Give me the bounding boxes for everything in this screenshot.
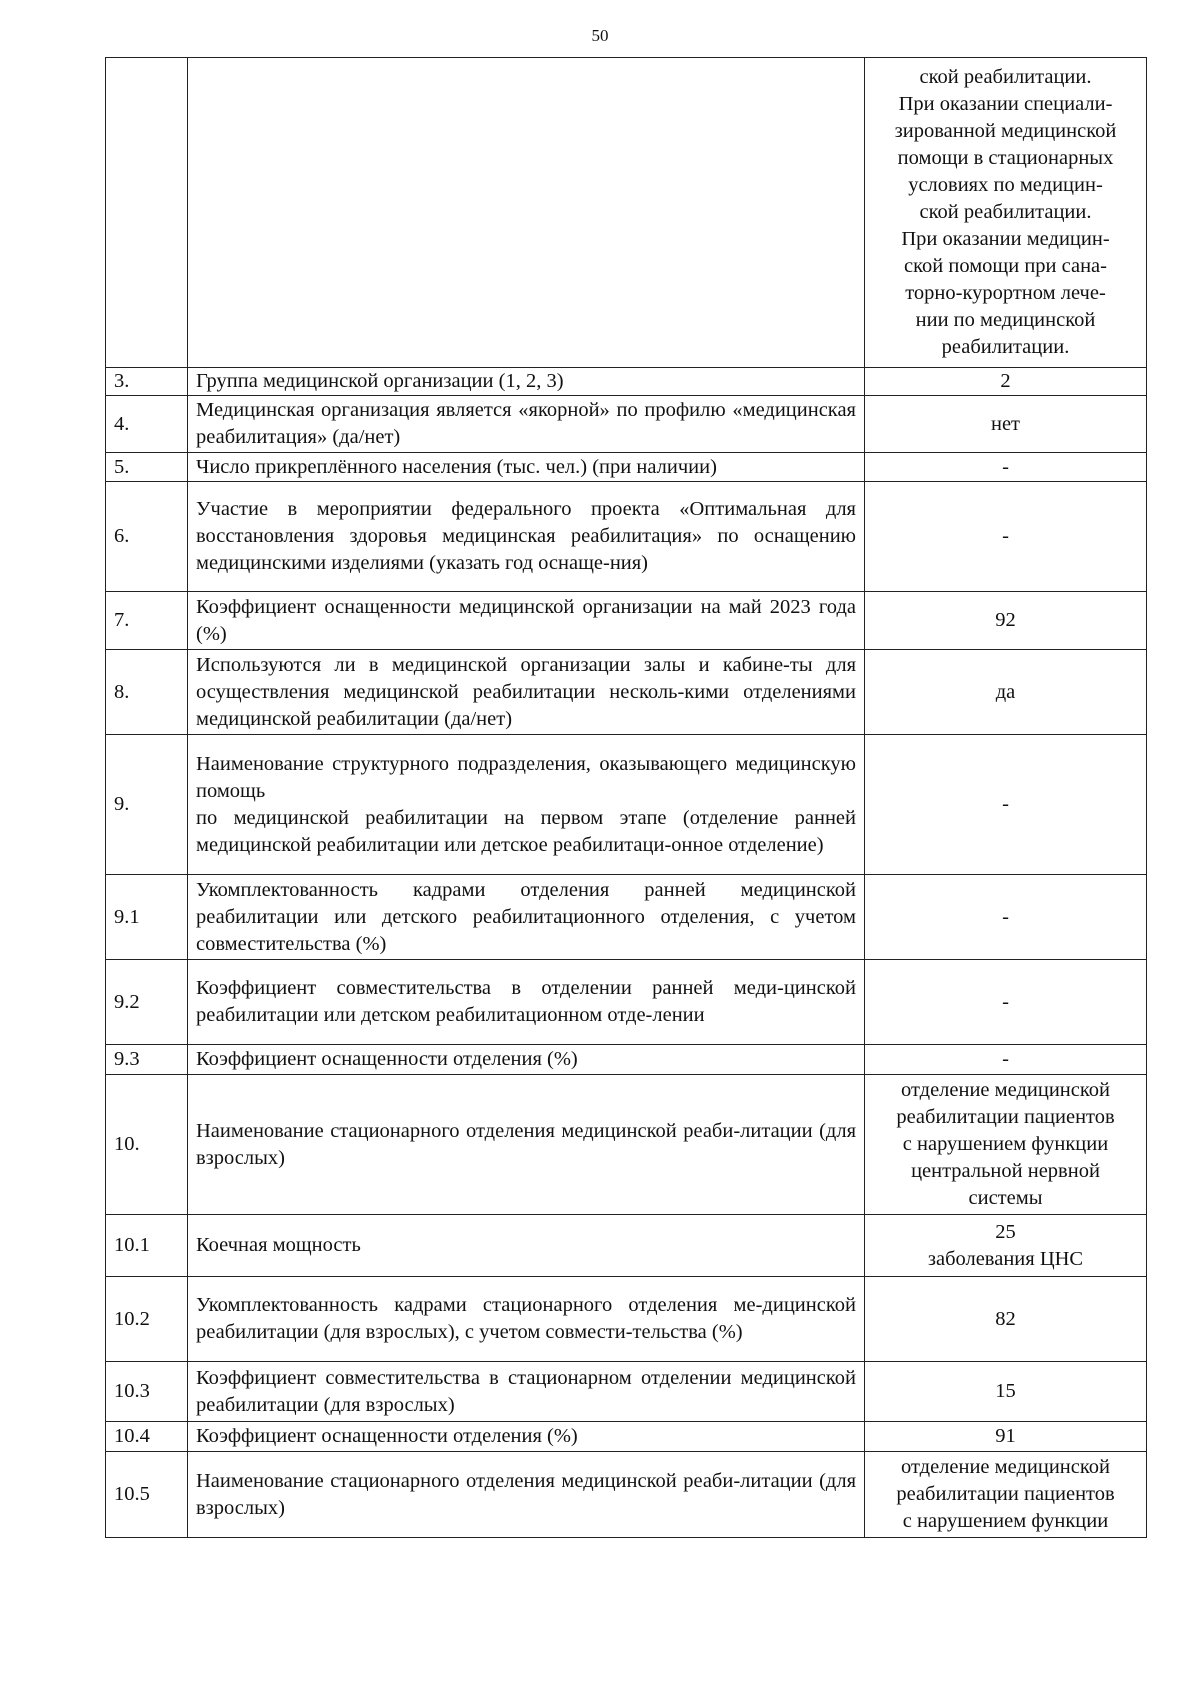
row-value: отделение медицинской реабилитации пациентов с нарушением функции	[865, 1452, 1147, 1538]
row-value: 82	[865, 1277, 1147, 1362]
table-row	[106, 1422, 1147, 1452]
row-number: 7.	[106, 592, 188, 650]
table-row	[106, 1045, 1147, 1075]
table-row	[106, 1277, 1147, 1362]
row-number: 9.	[106, 735, 188, 875]
table-row	[106, 368, 1147, 396]
row-number: 5.	[106, 453, 188, 482]
row-description: Коэффициент оснащенности отделения (%)	[188, 1045, 865, 1075]
row-value: нет	[865, 396, 1147, 453]
row-description: Коечная мощность	[188, 1215, 865, 1277]
row-value: отделение медицинской реабилитации пациентов с нарушением функции центральной нервной системы	[865, 1075, 1147, 1215]
row-value: ской реабилитации. При оказании специали- зированной медицинской помощи в стационарных условиях по медицин- ской реабилитации. При оказании медицин- ской помощи при сана- торно-курортном лече- нии по медицинской реабилитации.	[865, 58, 1147, 368]
row-description: Наименование стационарного отделения медицинской реаби-литации (для взрослых)	[188, 1075, 865, 1215]
table-row	[106, 396, 1147, 453]
table-row	[106, 875, 1147, 960]
table-row	[106, 1215, 1147, 1277]
table-row	[106, 453, 1147, 482]
row-description: Укомплектованность кадрами отделения ранней медицинской реабилитации или детского реабилитационного отделения, с учетом совместительства (%)	[188, 875, 865, 960]
table-row	[106, 482, 1147, 592]
indicators-table	[105, 57, 1147, 1538]
row-value: -	[865, 453, 1147, 482]
row-number: 10.5	[106, 1452, 188, 1538]
row-value: -	[865, 1045, 1147, 1075]
row-number: 9.3	[106, 1045, 188, 1075]
row-description: Наименование стационарного отделения медицинской реаби-литации (для взрослых)	[188, 1452, 865, 1538]
row-description: Группа медицинской организации (1, 2, 3)	[188, 368, 865, 396]
row-value: -	[865, 960, 1147, 1045]
row-description: Медицинская организация является «якорной» по профилю «медицинская реабилитация» (да/нет)	[188, 396, 865, 453]
page-number: 50	[591, 26, 609, 45]
row-value: 92	[865, 592, 1147, 650]
row-description: Число прикреплённого населения (тыс. чел.) (при наличии)	[188, 453, 865, 482]
row-description	[188, 58, 865, 368]
table-row	[106, 735, 1147, 875]
row-description: Укомплектованность кадрами стационарного отделения ме-дицинской реабилитации (для взрослых), с учетом совмести-тельства (%)	[188, 1277, 865, 1362]
row-number: 10.4	[106, 1422, 188, 1452]
row-description: Участие в мероприятии федерального проекта «Оптимальная для восстановления здоровья медицинская реабилитация» по оснащению медицинскими изделиями (указать год оснаще-ния)	[188, 482, 865, 592]
row-number: 3.	[106, 368, 188, 396]
row-description: Коэффициент оснащенности отделения (%)	[188, 1422, 865, 1452]
row-value: 91	[865, 1422, 1147, 1452]
row-value: 25 заболевания ЦНС	[865, 1215, 1147, 1277]
row-number: 4.	[106, 396, 188, 453]
row-number: 6.	[106, 482, 188, 592]
row-value: 15	[865, 1362, 1147, 1422]
row-number: 10.3	[106, 1362, 188, 1422]
row-value: да	[865, 650, 1147, 735]
row-value: -	[865, 875, 1147, 960]
table-row	[106, 650, 1147, 735]
row-description: Используются ли в медицинской организации залы и кабине-ты для осуществления медицинской реабилитации несколь-кими отделениями медицинской реабилитации (да/нет)	[188, 650, 865, 735]
table-row	[106, 1452, 1147, 1538]
row-number: 9.2	[106, 960, 188, 1045]
row-number	[106, 58, 188, 368]
table-row	[106, 960, 1147, 1045]
table-row	[106, 1362, 1147, 1422]
table-row	[106, 592, 1147, 650]
row-description: Коэффициент совместительства в стационарном отделении медицинской реабилитации (для взрослых)	[188, 1362, 865, 1422]
row-number: 9.1	[106, 875, 188, 960]
table-row	[106, 58, 1147, 368]
row-number: 10.1	[106, 1215, 188, 1277]
row-value: -	[865, 482, 1147, 592]
row-value: -	[865, 735, 1147, 875]
row-description: Коэффициент оснащенности медицинской организации на май 2023 года (%)	[188, 592, 865, 650]
row-number: 8.	[106, 650, 188, 735]
row-number: 10.	[106, 1075, 188, 1215]
row-description: Наименование структурного подразделения, оказывающего медицинскую помощь по медицинской реабилитации на первом этапе (отделение ранней медицинской реабилитации или детское реабилитаци-онное отделение)	[188, 735, 865, 875]
row-number: 10.2	[106, 1277, 188, 1362]
row-value: 2	[865, 368, 1147, 396]
table-row	[106, 1075, 1147, 1215]
row-description: Коэффициент совместительства в отделении ранней меди-цинской реабилитации или детском реабилитационном отде-лении	[188, 960, 865, 1045]
